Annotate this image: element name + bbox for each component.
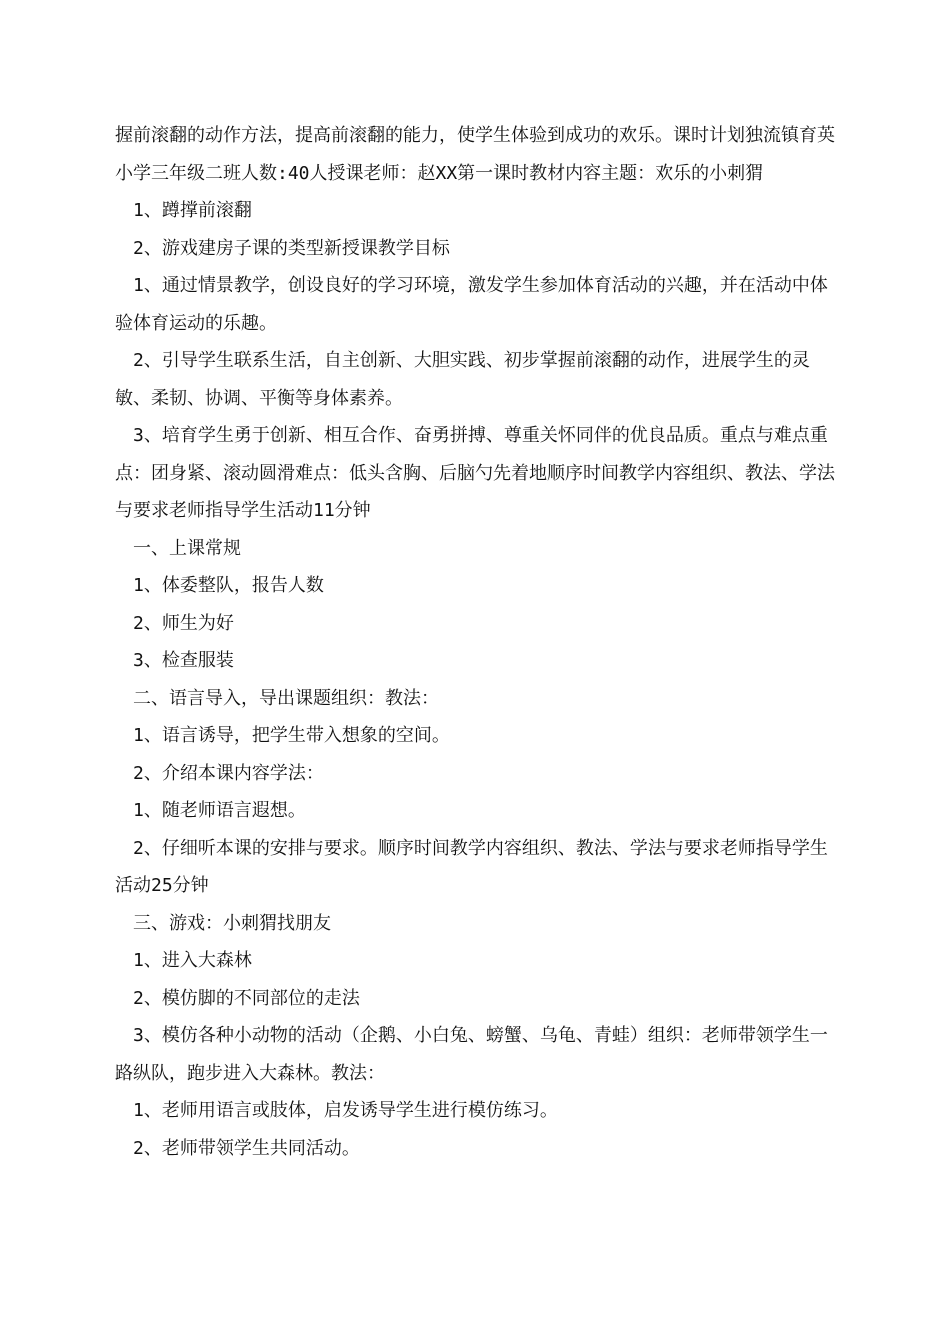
paragraph: 2、引导学生联系生活，自主创新、大胆实践、初步掌握前滚翻的动作，进展学生的灵敏、柔韧、协调、平衡等身体素养。 [115, 350, 810, 409]
paragraph: 2、游戏建房子课的类型新授课教学目标 [133, 237, 450, 259]
paragraph: 1、通过情景教学，创设良好的学习环境，激发学生参加体育活动的兴趣，并在活动中体验体育运动的乐趣。 [115, 275, 828, 334]
paragraph: 1、进入大森林 [133, 950, 252, 971]
paragraph: 一、上课常规 [133, 537, 241, 559]
document-body [115, 117, 837, 1167]
paragraph: 2、仔细听本课的安排与要求。顺序时间教学内容组织、教法、学法与要求老师指导学生活动25分钟 [115, 837, 828, 896]
paragraph: 2、介绍本课内容学法： [133, 762, 324, 784]
paragraph: 1、体委整队，报告人数 [133, 575, 324, 596]
paragraph: 1、随老师语言遐想。 [133, 800, 306, 821]
paragraph: 2、模仿脚的不同部位的走法 [133, 987, 360, 1009]
paragraph: 3、模仿各种小动物的活动（企鹅、小白兔、螃蟹、乌龟、青蛙）组织：老师带领学生一路纵队，跑步进入大森林。教法： [115, 1025, 828, 1084]
paragraph: 2、老师带领学生共同活动。 [133, 1137, 360, 1159]
paragraph: 1、语言诱导，把学生带入想象的空间。 [133, 725, 450, 746]
paragraph: 3、培育学生勇于创新、相互合作、奋勇拼搏、尊重关怀同伴的优良品质。重点与难点重点：团身紧、滚动圆滑难点：低头含胸、后脑勺先着地顺序时间教学内容组织、教法、学法与要求老师指导学生活动11分钟 [115, 425, 835, 521]
paragraph: 握前滚翻的动作方法，提高前滚翻的能力，使学生体验到成功的欢乐。课时计划独流镇育英小学三年级二班人数:40人授课老师：赵XX第一课时教材内容主题：欢乐的小刺猬 [115, 125, 835, 184]
paragraph: 3、检查服装 [133, 650, 234, 671]
paragraph: 1、蹲撑前滚翻 [133, 200, 252, 221]
paragraph: 1、老师用语言或肢体，启发诱导学生进行模仿练习。 [133, 1100, 558, 1121]
paragraph: 2、师生为好 [133, 612, 234, 634]
paragraph: 三、游戏：小刺猬找朋友 [133, 912, 331, 934]
paragraph: 二、语言导入，导出课题组织：教法： [133, 687, 439, 709]
